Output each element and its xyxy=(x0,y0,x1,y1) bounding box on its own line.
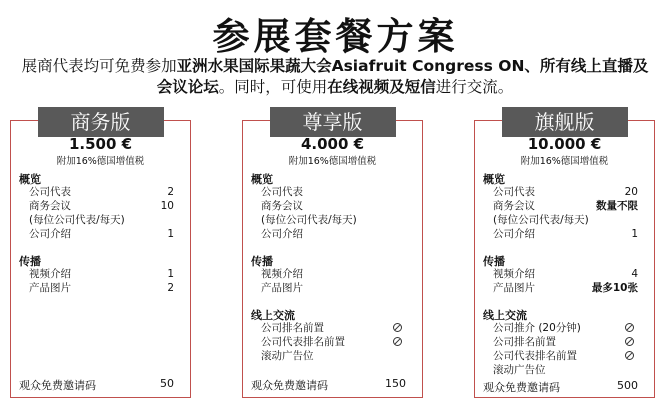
row-label: 滚动广告位 xyxy=(261,350,314,362)
section-spread-title: 传播 xyxy=(251,255,273,268)
vat-note: 附加16%德国增值税 xyxy=(288,156,377,167)
footer-invite-codes xyxy=(483,379,646,395)
section-spread-title: 传播 xyxy=(19,255,41,268)
row-meetings xyxy=(29,199,182,213)
package-price: 4.000 € xyxy=(300,135,365,153)
package-price: 1.500 € xyxy=(68,135,133,153)
package-card-flagship xyxy=(474,110,655,398)
row-company-intro xyxy=(261,227,414,241)
package-name: 旗舰版 xyxy=(502,107,628,137)
footer-label: 观众免费邀请码 xyxy=(251,379,328,392)
package-name: 商务版 xyxy=(38,107,164,137)
row-representatives xyxy=(493,185,646,199)
row-meetings-note xyxy=(493,213,646,227)
check-icon xyxy=(393,337,402,346)
row-company-intro xyxy=(493,227,646,241)
check-icon xyxy=(625,323,634,332)
intro-part-3: 进行交流。 xyxy=(435,78,514,96)
intro-highlight-video-sms: 在线视频及短信 xyxy=(327,78,436,96)
row-value: 1 xyxy=(167,228,174,240)
row-label: (每位公司代表/每天) xyxy=(261,214,357,226)
row-value: 4 xyxy=(631,268,638,280)
row-product-images xyxy=(29,281,182,295)
row-label: 公司代表 xyxy=(493,186,535,198)
section-overview-title: 概览 xyxy=(251,173,273,186)
row-value: 2 xyxy=(167,186,174,198)
row-label: 商务会议 xyxy=(493,200,535,212)
row-value: 20 xyxy=(624,186,638,198)
row-value: 10 xyxy=(160,200,174,212)
section-overview-title: 概览 xyxy=(483,173,505,186)
vat-note: 附加16%德国增值税 xyxy=(520,156,609,167)
row-label: 商务会议 xyxy=(261,200,303,212)
footer-invite-codes xyxy=(19,377,182,393)
row-label: 产品图片 xyxy=(493,282,535,294)
row-label: 公司代表排名前置 xyxy=(493,350,577,362)
check-icon xyxy=(393,323,402,332)
footer-value: 50 xyxy=(160,377,174,390)
row-meetings-note xyxy=(261,213,414,227)
row-video xyxy=(493,267,646,281)
row-value: 最多10张 xyxy=(591,282,638,294)
row-label: 公司代表 xyxy=(261,186,303,198)
row-rep-rank xyxy=(261,335,414,349)
row-video xyxy=(261,267,414,281)
row-representatives xyxy=(261,185,414,199)
row-label: 公司排名前置 xyxy=(261,322,324,334)
row-meetings xyxy=(261,199,414,213)
row-label: 商务会议 xyxy=(29,200,71,212)
row-value: 数量不限 xyxy=(596,200,638,212)
row-label: (每位公司代表/每天) xyxy=(29,214,125,226)
row-product-images xyxy=(261,281,414,295)
footer-label: 观众免费邀请码 xyxy=(483,381,560,394)
row-label: 视频介绍 xyxy=(29,268,71,280)
row-label: 滚动广告位 xyxy=(493,364,546,376)
footer-label: 观众免费邀请码 xyxy=(19,379,96,392)
footer-invite-codes xyxy=(251,377,414,393)
section-spread-title: 传播 xyxy=(483,255,505,268)
section-online-title: 线上交流 xyxy=(251,309,295,322)
row-company-rank xyxy=(493,335,646,349)
row-video xyxy=(29,267,182,281)
row-label: 公司代表 xyxy=(29,186,71,198)
row-label: 公司介绍 xyxy=(493,228,535,240)
row-label: 公司排名前置 xyxy=(493,336,556,348)
row-label: 公司介绍 xyxy=(261,228,303,240)
section-online-title: 线上交流 xyxy=(483,309,527,322)
footer-value: 500 xyxy=(617,379,638,392)
row-product-images xyxy=(493,281,646,295)
row-label: (每位公司代表/每天) xyxy=(493,214,589,226)
row-label: 公司代表排名前置 xyxy=(261,336,345,348)
row-label: 公司介绍 xyxy=(29,228,71,240)
row-company-pitch xyxy=(493,321,646,335)
footer-value: 150 xyxy=(385,377,406,390)
row-scroll-ad xyxy=(261,349,414,363)
intro-part-2: 。同时，可使用 xyxy=(218,78,328,96)
check-icon xyxy=(625,351,634,360)
check-icon xyxy=(625,337,634,346)
row-meetings-note xyxy=(29,213,182,227)
row-meetings xyxy=(493,199,646,213)
row-label: 产品图片 xyxy=(29,282,71,294)
intro-text xyxy=(20,56,650,98)
row-label: 视频介绍 xyxy=(493,268,535,280)
intro-part-1: 展商代表均可免费参加 xyxy=(21,57,177,75)
package-price: 10.000 € xyxy=(527,135,602,153)
row-value: 1 xyxy=(631,228,638,240)
package-card-premium xyxy=(242,110,423,398)
row-label: 视频介绍 xyxy=(261,268,303,280)
intro-highlight-congress: 亚洲水果国际果蔬大会Asiafruit Congress ON、所有线上直播及会议论坛 xyxy=(156,57,649,96)
row-value: 1 xyxy=(167,268,174,280)
package-name: 尊享版 xyxy=(270,107,396,137)
row-label: 公司推介 (20分钟) xyxy=(493,322,581,334)
row-representatives xyxy=(29,185,182,199)
row-label: 产品图片 xyxy=(261,282,303,294)
row-scroll-ad xyxy=(493,363,646,377)
package-card-business xyxy=(10,110,191,398)
row-value: 2 xyxy=(167,282,174,294)
row-company-intro xyxy=(29,227,182,241)
section-overview-title: 概览 xyxy=(19,173,41,186)
page-title: 参展套餐方案 xyxy=(212,15,459,58)
row-rep-rank xyxy=(493,349,646,363)
vat-note: 附加16%德国增值税 xyxy=(56,156,145,167)
row-company-rank xyxy=(261,321,414,335)
